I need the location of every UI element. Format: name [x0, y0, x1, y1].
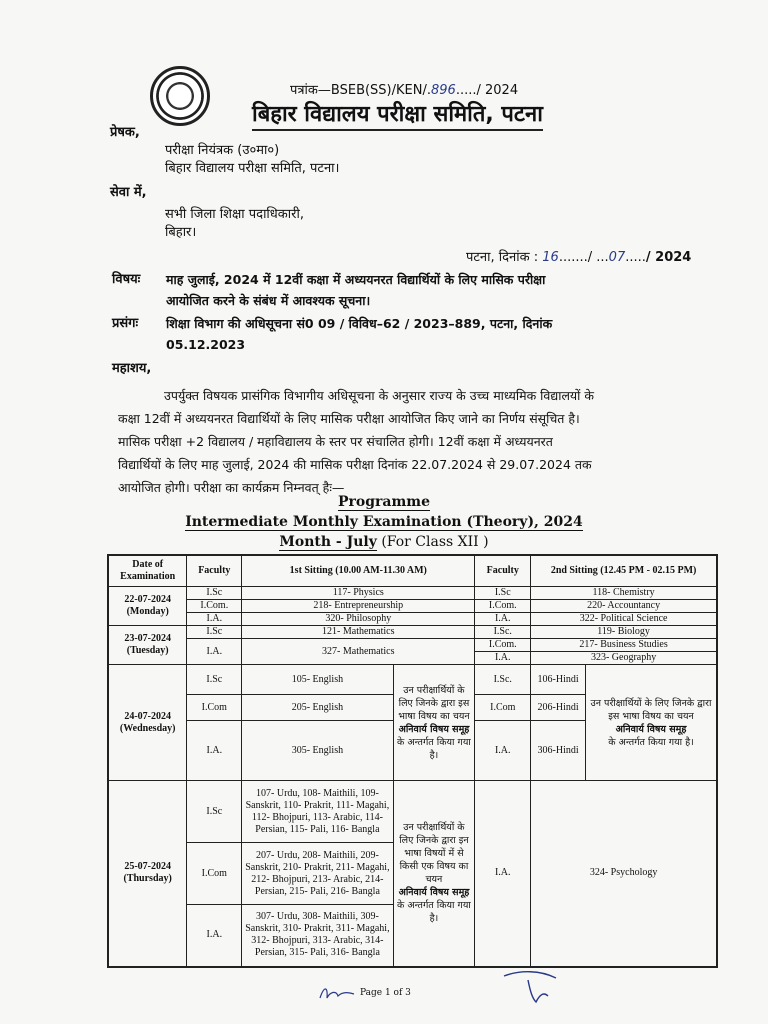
note-bold: अनिवार्य विषय समूह [615, 723, 687, 735]
day-text: (Tuesday) [126, 645, 169, 656]
day-text: (Wednesday) [119, 722, 176, 734]
sender-line1: परीक्षा नियंत्रक (उ०मा०) [165, 143, 280, 158]
subject-label: विषयः [112, 272, 141, 287]
page-number: Page 1 of 3 [360, 988, 411, 998]
faculty-cell: I.Com [475, 695, 531, 721]
date-cell [108, 587, 187, 626]
faculty-cell: I.Sc [187, 626, 242, 639]
header-date: Date of Examination [108, 555, 187, 587]
subject-cell: 306-Hindi [531, 721, 586, 781]
date-prefix: पटना, दिनांक : [466, 250, 539, 265]
subject-cell: 322- Political Science [531, 613, 717, 626]
body-line-1: उपर्युक्त विषयक प्रासंगिक विभागीय अधिसूचना के अनुसार राज्य के उच्च माध्यमिक विद्यालयों के [164, 388, 594, 403]
body-line-5: आयोजित होगी। परीक्षा का कार्यक्रम निम्नवत् हैः— [118, 480, 345, 495]
date-cell [108, 626, 187, 665]
body-line-3: मासिक परीक्षा +2 विद्यालय / महाविद्यालय के स्तर पर संचालित होगी। 12वीं कक्षा में अध्ययनरत [118, 434, 553, 449]
table-row [108, 639, 717, 652]
date-cell [108, 781, 187, 967]
note-text: उन परीक्षार्थियों के लिए जिनके द्वारा इन भाषा विषयों में से किसी एक विषय का चयन [399, 822, 469, 886]
programme-subtitle [0, 514, 768, 530]
date-text: 23-07-2024 [124, 633, 172, 644]
recipient-line2: बिहार। [165, 225, 197, 240]
programme-month [0, 534, 768, 550]
subject-line2: आयोजित करने के संबंध में आवश्यक सूचना। [166, 293, 371, 308]
date-text: 24-07-2024 [124, 710, 172, 722]
table-row [108, 626, 717, 639]
faculty-cell: I.Sc [187, 587, 242, 600]
subject-cell: 107- Urdu, 108- Maithili, 109- Sanskrit, 110- Prakrit, 111- Magahi, 112- Bhojpuri, 113- Arabic, 114- Persian, 115- Pali, 116- Bangla [242, 781, 393, 843]
faculty-cell: I.Com. [475, 600, 531, 613]
letter-no-handwritten: 896 [431, 83, 456, 98]
table-header-row [108, 555, 717, 587]
header-sitting1: 1st Sitting (10.00 AM-11.30 AM) [242, 555, 475, 587]
date-day: 16 [542, 250, 559, 265]
note-text: के अन्तर्गत किया गया है। [397, 736, 471, 761]
faculty-cell: I.A. [475, 721, 531, 781]
body-line-2: कक्षा 12वीं में अध्ययनरत विद्यार्थियों के लिए मासिक परीक्षा आयोजित किए जाने का निर्णय संसूचित है। [118, 411, 580, 426]
subject-cell: 119- Biology [531, 626, 717, 639]
note-bold: अनिवार्य विषय समूह [398, 723, 470, 735]
note-text: के अन्तर्गत किया गया है। [397, 900, 471, 925]
letter-no-suffix: ...../ 2024 [455, 83, 519, 98]
day-text: (Thursday) [123, 873, 172, 885]
faculty-cell: I.A. [187, 721, 242, 781]
faculty-cell: I.A. [475, 781, 531, 967]
reference-line1: शिक्षा विभाग की अधिसूचना सं0 09 / विविध–62 / 2023–889, पटना, दिनांक [166, 316, 553, 331]
faculty-cell: I.A. [475, 652, 531, 665]
table-row [108, 587, 717, 600]
subject-cell: 217- Business Studies [531, 639, 717, 652]
bseb-seal-logo [150, 66, 210, 126]
note-text: के अन्तर्गत किया गया है। [608, 736, 694, 748]
faculty-cell: I.Sc [187, 781, 242, 843]
programme-subtitle-text: Intermediate Monthly Examination (Theory), 2024 [185, 514, 583, 530]
exam-schedule-table [107, 554, 718, 968]
subject-cell: 121- Mathematics [242, 626, 475, 639]
note-text: उन परीक्षार्थियों के लिए जिनके द्वारा इस भाषा विषय का चयन [398, 684, 470, 722]
recipient-label: सेवा में, [110, 185, 147, 200]
signature-mark-right [500, 968, 560, 1008]
faculty-cell: I.A. [187, 905, 242, 967]
language-note-cell [586, 665, 717, 781]
note-bold: अनिवार्य विषय समूह [398, 887, 470, 899]
subject-cell: 105- English [242, 665, 393, 695]
signature-mark-left [318, 984, 358, 1004]
faculty-cell: I.Sc [187, 665, 242, 695]
letter-number [290, 80, 518, 98]
date-line: पटना, दिनांक : 16......./ ...07...../ 2024 [466, 250, 692, 265]
subject-cell: 117- Physics [242, 587, 475, 600]
reference-label: प्रसंगः [112, 316, 139, 331]
subject-cell: 207- Urdu, 208- Maithili, 209- Sanskrit, 210- Prakrit, 211- Magahi, 212- Bhojpuri, 213- Arabic, 214- Persian, 215- Pali, 216- Bangla [242, 843, 393, 905]
faculty-cell: I.Com [187, 843, 242, 905]
salutation: महाशय, [112, 361, 152, 376]
subject-cell: 305- English [242, 721, 393, 781]
header-sitting2: 2nd Sitting (12.45 PM - 02.15 PM) [531, 555, 717, 587]
faculty-cell: I.A. [187, 613, 242, 626]
day-text: (Monday) [126, 606, 169, 617]
faculty-cell: I.Sc. [475, 626, 531, 639]
sender-label: प्रेषक, [110, 125, 140, 140]
subject-cell: 220- Accountancy [531, 600, 717, 613]
table-row [108, 613, 717, 626]
subject-cell: 327- Mathematics [242, 639, 475, 665]
faculty-cell: I.Sc. [475, 665, 531, 695]
subject-cell: 320- Philosophy [242, 613, 475, 626]
table-row [108, 665, 717, 695]
page-title: बिहार विद्यालय परीक्षा समिति, पटना [252, 98, 543, 131]
header-faculty2: Faculty [475, 555, 531, 587]
subject-cell: 218- Entrepreneurship [242, 600, 475, 613]
language-note-cell [393, 781, 475, 967]
date-text: 22-07-2024 [124, 594, 172, 605]
faculty-cell: I.Com [187, 695, 242, 721]
programme-title [0, 494, 768, 510]
date-cell [108, 665, 187, 781]
date-year: / 2024 [645, 250, 692, 265]
letter-no-prefix: पत्रांक—BSEB(SS)/KEN/. [290, 83, 431, 98]
subject-cell: 205- English [242, 695, 393, 721]
language-note-cell [393, 665, 475, 781]
programme-month-rest: (For Class XII ) [376, 534, 489, 550]
header-faculty: Faculty [187, 555, 242, 587]
subject-line1: माह जुलाई, 2024 में 12वीं कक्षा में अध्ययनरत विद्यार्थियों के लिए मासिक परीक्षा [166, 272, 546, 287]
sender-line2: बिहार विद्यालय परीक्षा समिति, पटना। [165, 161, 340, 176]
subject-cell: 206-Hindi [531, 695, 586, 721]
subject-cell: 118- Chemistry [531, 587, 717, 600]
faculty-cell: I.A. [475, 613, 531, 626]
body-line-4: विद्यार्थियों के लिए माह जुलाई, 2024 की मासिक परीक्षा दिनांक 22.07.2024 से 29.07.2024 तक [118, 457, 592, 472]
date-month: 07 [608, 250, 626, 265]
subject-cell: 324- Psychology [531, 781, 717, 967]
programme-title-text: Programme [337, 494, 430, 510]
faculty-cell: I.Com. [187, 600, 242, 613]
reference-line2: 05.12.2023 [166, 337, 246, 352]
table-row [108, 600, 717, 613]
subject-cell: 323- Geography [531, 652, 717, 665]
date-text: 25-07-2024 [124, 861, 172, 873]
table-row [108, 781, 717, 843]
subject-cell: 106-Hindi [531, 665, 586, 695]
programme-month-bold: Month - July [279, 534, 377, 550]
subject-cell: 307- Urdu, 308- Maithili, 309- Sanskrit, 310- Prakrit, 311- Magahi, 312- Bhojpuri, 313- Arabic, 314- Persian, 315- Pali, 316- Bangla [242, 905, 393, 967]
faculty-cell: I.A. [187, 639, 242, 665]
faculty-cell: I.Com. [475, 639, 531, 652]
note-text: उन परीक्षार्थियों के लिए जिनके द्वारा इस भाषा विषय का चयन [590, 697, 712, 722]
recipient-line1: सभी जिला शिक्षा पदाधिकारी, [165, 207, 304, 222]
faculty-cell: I.Sc [475, 587, 531, 600]
